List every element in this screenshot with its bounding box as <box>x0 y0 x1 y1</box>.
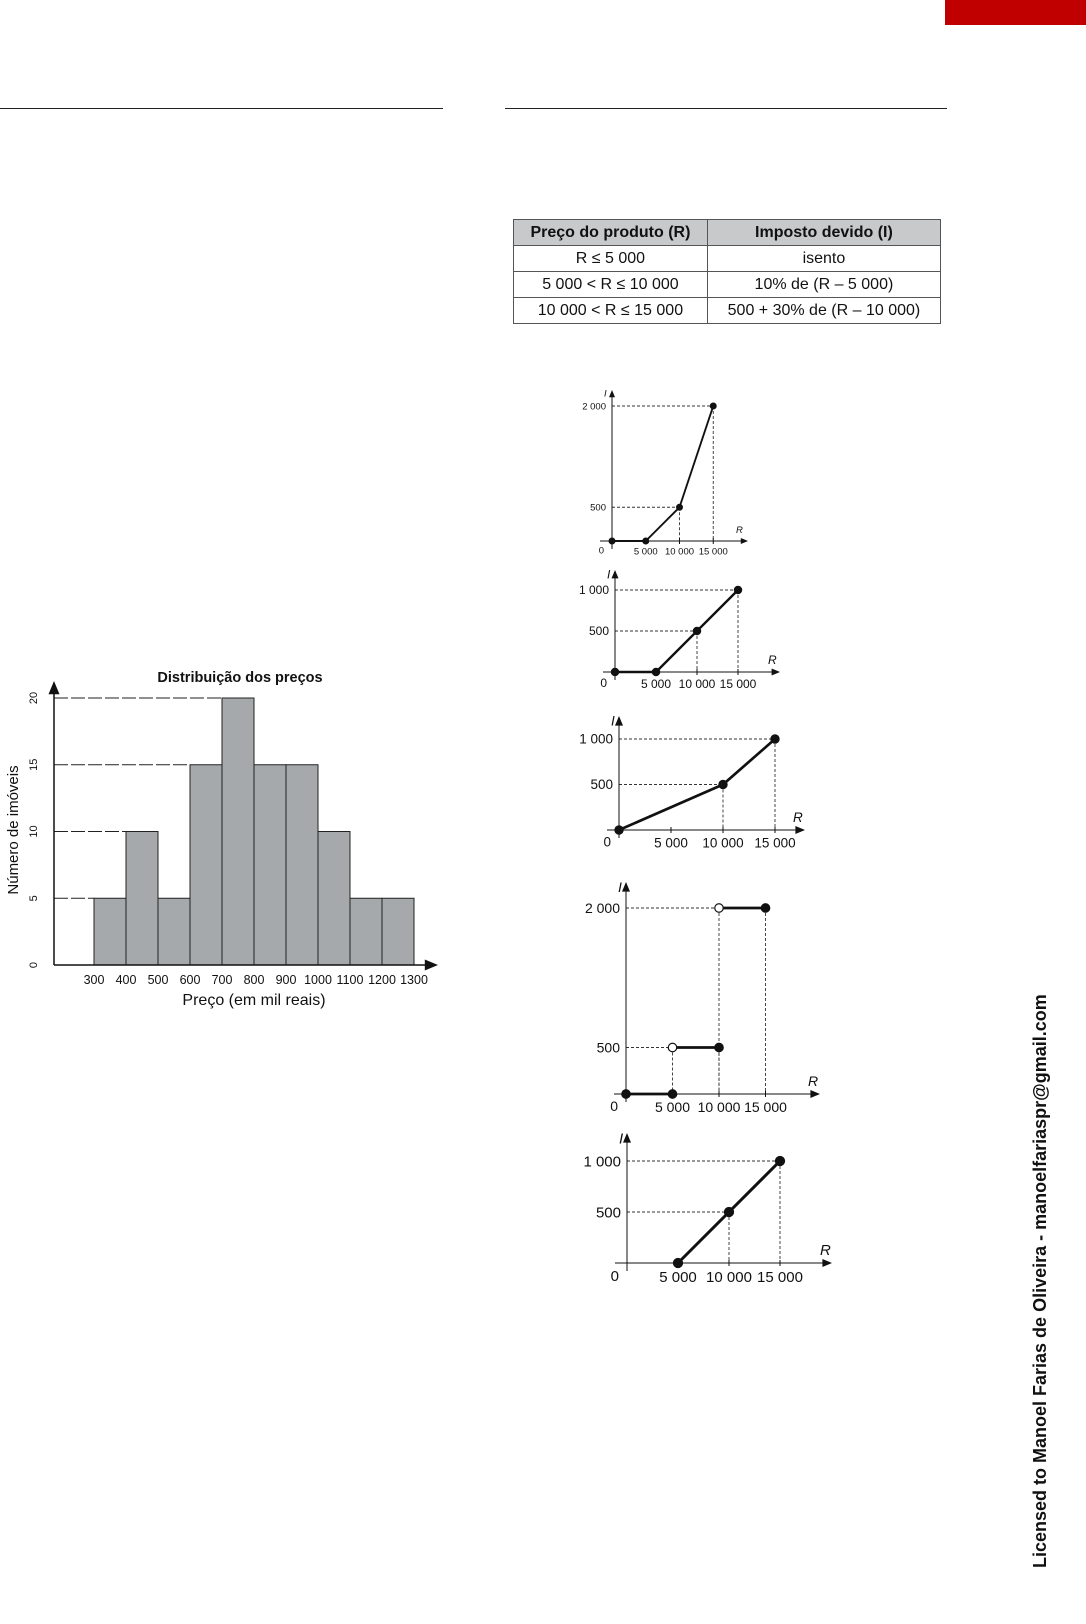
x-tick-label: 5 000 <box>640 677 672 691</box>
table-cell: isento <box>707 246 940 272</box>
closed-point <box>771 735 779 743</box>
histogram-bar <box>350 898 382 965</box>
x-axis-label: R <box>808 1073 819 1089</box>
closed-point <box>615 826 623 834</box>
origin-label: 0 <box>600 676 607 690</box>
closed-point <box>693 627 700 634</box>
y-tick-label: 500 <box>588 624 609 639</box>
closed-point <box>719 780 727 788</box>
closed-point <box>724 1207 733 1216</box>
histogram-bar <box>318 832 350 966</box>
y-axis-label: I <box>618 878 622 895</box>
y-tick-label: 500 <box>590 777 613 793</box>
y-tick-label: 10 <box>28 825 40 838</box>
license-watermark: Licensed to Manoel Farias de Oliveira - manoelfariaspr@gmail.com <box>1030 994 1050 1568</box>
y-tick-label: 500 <box>596 1039 620 1056</box>
histogram-bar <box>158 898 190 965</box>
x-tick-label: 10 000 <box>702 835 744 851</box>
x-tick-label: 5 000 <box>659 1269 697 1286</box>
x-tick-label: 15 000 <box>698 546 728 558</box>
x-tick-label: 10 000 <box>678 677 716 691</box>
histogram-bar <box>286 765 318 965</box>
x-tick-label: 900 <box>275 973 297 987</box>
y-tick-label: 1 000 <box>578 583 609 598</box>
table-cell: 500 + 30% de (R – 10 000) <box>707 298 940 324</box>
x-axis-label: R <box>793 810 803 825</box>
x-axis-arrow-icon <box>425 960 438 971</box>
y-axis-label: I <box>611 713 615 729</box>
histogram-bar <box>94 898 126 965</box>
x-tick-label: 600 <box>179 973 201 987</box>
closed-point <box>677 504 683 510</box>
table-cell: 10 000 < R ≤ 15 000 <box>514 298 708 324</box>
closed-point <box>715 1043 723 1051</box>
histogram-bar <box>382 898 414 965</box>
x-tick-label: 400 <box>115 973 137 987</box>
y-axis-label: I <box>607 567 611 582</box>
closed-point <box>775 1156 784 1165</box>
x-axis-arrow-icon <box>772 669 780 676</box>
y-axis-label: I <box>619 1130 624 1148</box>
graph-segment <box>646 507 680 541</box>
open-point <box>715 904 723 912</box>
y-axis-label: Número de imóveis <box>5 765 22 895</box>
x-axis-arrow-icon <box>822 1259 832 1267</box>
y-axis-arrow-icon <box>612 570 619 578</box>
open-point <box>668 1043 676 1051</box>
table-cell: R ≤ 5 000 <box>514 246 708 272</box>
x-axis-label: R <box>768 653 777 667</box>
x-tick-label: 5 000 <box>654 1099 691 1115</box>
y-axis-arrow-icon <box>623 1133 631 1143</box>
x-tick-label: 10 000 <box>664 546 695 558</box>
histogram-bar <box>190 765 222 965</box>
y-tick-label: 500 <box>595 1204 621 1222</box>
x-tick-label: 15 000 <box>754 835 796 851</box>
x-tick-label: 10 000 <box>706 1269 752 1286</box>
y-tick-label: 2 000 <box>584 899 620 916</box>
table-header: Preço do produto (R) <box>514 220 708 246</box>
histogram-bar <box>126 832 158 966</box>
histogram-title: Distribuição dos preços <box>157 670 323 686</box>
closed-point <box>652 668 659 675</box>
closed-point <box>734 586 741 593</box>
y-axis-arrow-icon <box>615 716 623 726</box>
closed-point <box>673 1258 682 1267</box>
x-tick-label: 15 000 <box>757 1269 803 1286</box>
histogram-bar <box>254 765 286 965</box>
closed-point <box>622 1090 630 1098</box>
y-tick-label: 20 <box>28 691 40 705</box>
x-axis-arrow-icon <box>795 826 805 834</box>
y-tick-label: 15 <box>28 758 40 771</box>
closed-point <box>643 538 649 544</box>
y-axis-arrow-icon <box>622 882 630 892</box>
y-tick-label: 5 <box>28 895 40 902</box>
y-tick-label: 2 000 <box>582 401 606 413</box>
closed-point <box>668 1090 676 1098</box>
origin-label: 0 <box>598 545 604 557</box>
x-tick-label: 300 <box>83 973 105 987</box>
y-tick-label: 0 <box>28 961 40 969</box>
x-axis-label: R <box>820 1242 831 1259</box>
y-axis-label: I <box>604 388 607 400</box>
y-tick-label: 1 000 <box>579 731 613 747</box>
x-tick-label: 1000 <box>304 973 332 987</box>
x-axis-arrow-icon <box>741 538 748 544</box>
x-tick-label: 10 000 <box>697 1099 741 1115</box>
graph-segment <box>680 406 714 507</box>
closed-point <box>710 403 716 409</box>
x-tick-label: 700 <box>211 973 233 987</box>
origin-label: 0 <box>603 834 611 850</box>
graph-segment <box>619 785 723 831</box>
x-axis-arrow-icon <box>810 1090 820 1098</box>
x-axis-label: Preço (em mil reais) <box>182 992 326 1009</box>
x-tick-label: 1300 <box>400 973 428 987</box>
closed-point <box>761 904 769 912</box>
x-tick-label: 1200 <box>368 973 396 987</box>
x-tick-label: 1100 <box>336 973 364 987</box>
x-tick-label: 15 000 <box>719 677 757 691</box>
origin-label: 0 <box>610 1268 619 1285</box>
histogram-bar <box>222 698 254 965</box>
table-cell: 5 000 < R ≤ 10 000 <box>514 272 708 298</box>
closed-point <box>609 538 615 544</box>
y-axis-arrow-icon <box>609 390 615 397</box>
x-tick-label: 5 000 <box>633 546 658 558</box>
y-tick-label: 500 <box>590 502 606 514</box>
y-axis-arrow-icon <box>49 681 60 694</box>
origin-label: 0 <box>610 1098 618 1114</box>
x-tick-label: 800 <box>243 973 265 987</box>
graph-segment <box>723 739 775 785</box>
closed-point <box>611 668 618 675</box>
x-tick-label: 500 <box>147 973 169 987</box>
x-axis-label: R <box>736 525 743 536</box>
y-tick-label: 1 000 <box>583 1153 621 1171</box>
x-tick-label: 5 000 <box>654 835 688 851</box>
x-tick-label: 15 000 <box>744 1099 787 1115</box>
table-header: Imposto devido (I) <box>707 220 940 246</box>
table-cell: 10% de (R – 5 000) <box>707 272 940 298</box>
